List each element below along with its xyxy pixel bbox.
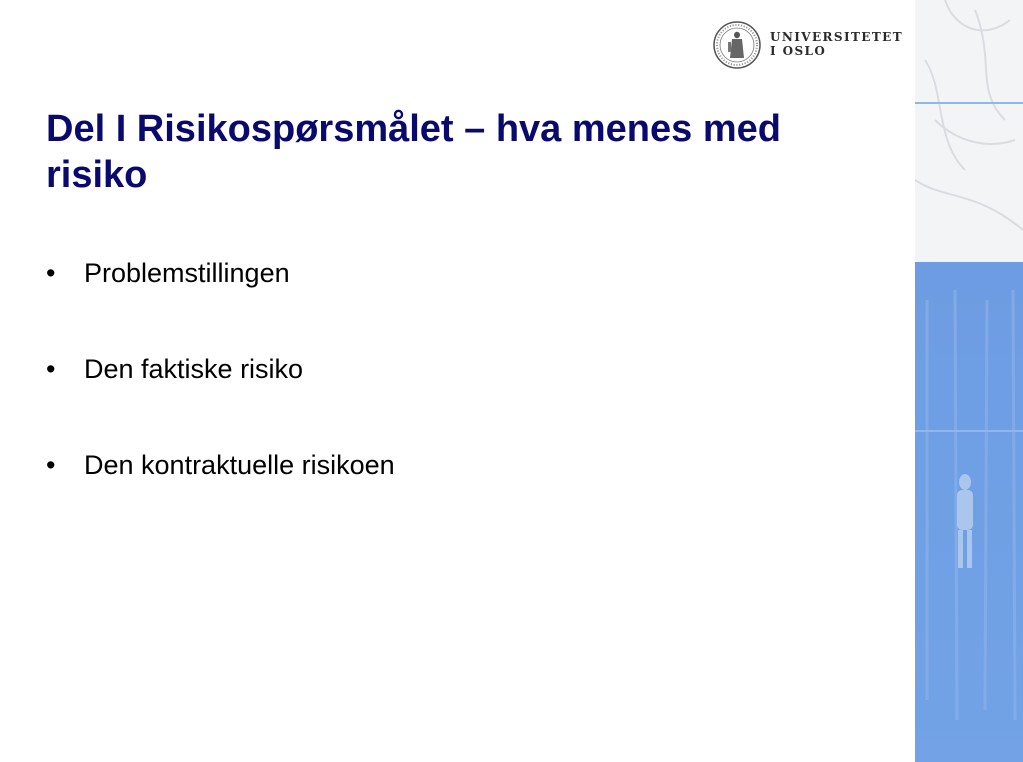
bullet-text: Den faktiske risiko [84,354,304,384]
bullet-text: Problemstillingen [84,258,290,288]
side-divider-line [915,430,1023,432]
slide-title: Del I Risikospørsmålet – hva menes med risiko [46,108,781,196]
bullet-marker: • [46,354,56,384]
statue-illustration [915,0,1023,762]
university-seal-icon [712,20,762,70]
university-logo [712,20,912,70]
side-decoration [915,0,1023,762]
logo-line-2: I OSLO [770,44,827,58]
bullet-marker: • [46,450,56,480]
logo-line-1: UNIVERSITETET [770,30,904,44]
logo-wordmark [770,30,903,58]
bullet-marker: • [46,258,56,288]
side-divider-line [915,102,1023,104]
bullet-text: Den kontraktuelle risikoen [84,450,395,480]
